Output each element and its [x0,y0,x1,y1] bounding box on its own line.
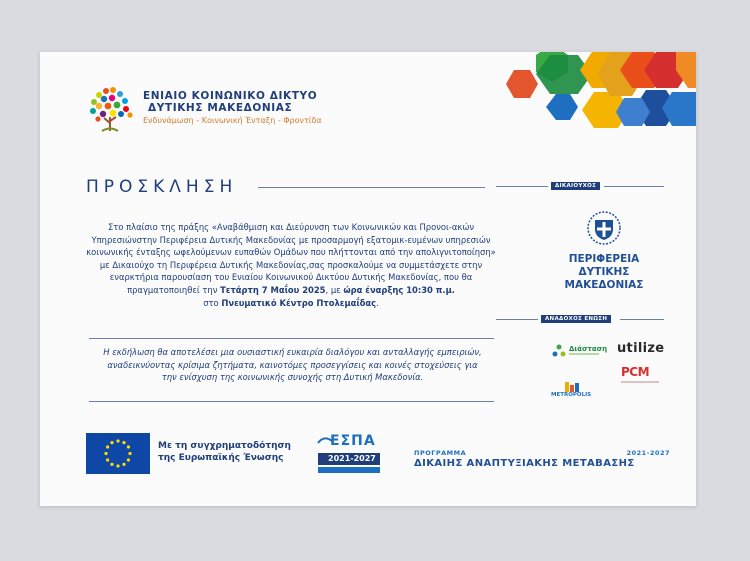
utilize-logo: utilize [617,341,665,356]
diastasi-logo-text: Διάσταση [569,345,608,353]
beneficiary-line-left [496,186,548,187]
event-description: Η εκδήλωση θα αποτελέσει μια ουσιαστική ευκαιρία διαλόγου και ανταλλαγής εμπειριών, αναδεικνύοντας κρίσιμα ζητήματα, καινοτόμες προσεγγίσεις και κοινές στοχεύσεις για την ενίσχυση της κοινωνικής συνοχής στη Δυτική Μακεδονία. [103,347,482,383]
org-tagline: Ενδυνάμωση - Κοινωνική Ένταξη - Φροντίδα [143,116,322,125]
invitation-body [85,221,497,309]
metropolis-logo-text: METROPOLIS [551,392,592,398]
organization-name [143,90,322,125]
event-date: Τετάρτη 7 Μαΐου 2025 [220,284,326,295]
metropolis-bar-3 [575,383,579,392]
metropolis-logo [551,382,593,398]
contractor-line-left [496,319,538,320]
org-name-line2: ΔΥΤΙΚΗΣ ΜΑΚΕΔΟΝΙΑΣ [148,102,293,114]
programme-label: ΠΡΟΓΡΑΜΜΑ [414,449,467,457]
region-name [559,253,649,292]
greek-emblem-icon [586,210,622,246]
beneficiary-region [559,210,649,292]
programme-name: ΔΙΚΑΙΗΣ ΑΝΑΠΤΥΞΙΑΚΗΣ ΜΕΤΑΒΑΣΗΣ [414,458,635,469]
pcm-logo: PCM [621,365,650,379]
region-name-line1: ΠΕΡΙΦΕΡΕΙΑ [568,253,640,265]
title-divider [258,187,485,188]
partner-logos [547,341,672,404]
divider-top [89,338,494,339]
event-venue: Πνευματικό Κέντρο Πτολεμαΐδας [221,297,377,308]
espa-logo [316,433,382,479]
event-time: ώρα έναρξης 10:30 π.μ. [343,284,455,295]
programme-header [414,449,670,457]
region-name-line2: ΔΥΤΙΚΗΣ [578,266,630,278]
hexagon-decoration-icon [506,52,696,132]
date-connector: , με [325,284,341,295]
eu-text-line2: της Ευρωπαϊκής Ένωσης [158,453,284,463]
invitation-card [40,52,696,506]
programme-logo [414,449,670,469]
eu-flag-icon [86,433,150,474]
diastasi-subtext [569,353,599,355]
eu-text-line1: Με τη συγχρηματοδότηση [158,441,291,451]
contractor-line-right [620,319,664,320]
venue-end: . [376,297,379,308]
page-title: ΠΡΟΣΚΛΗΣΗ [86,177,238,197]
beneficiary-badge: ΔΙΚΑΙΟΥΧΟΣ [551,182,600,190]
beneficiary-line-right [604,186,664,187]
venue-prefix: στο [203,297,219,308]
eu-cofunding-text [158,440,291,464]
espa-title: ΕΣΠΑ [330,433,376,449]
espa-years: 2021-2027 [328,454,376,463]
org-name-line1: ΕΝΙΑΙΟ ΚΟΙΝΩΝΙΚΟ ΔΙΚΤΥΟ [143,90,318,102]
divider-bottom [89,401,494,402]
metropolis-bar-1 [565,382,569,392]
diastasi-logo-icon [552,344,566,358]
contractor-badge: ΑΝΑΔΟΧΟΣ ΕΝΩΣΗ [541,315,611,323]
metropolis-bar-2 [570,385,574,392]
network-logo-icon [86,85,138,135]
region-name-line3: ΜΑΚΕΔΟΝΙΑΣ [564,279,644,291]
invitation-text: Στο πλαίσιο της πράξης «Αναβάθμιση και Διεύρυνση των Κοινωνικών και Προνοι-ακών Υπηρεσιώνστην Περιφέρεια Δυτικής Μακεδονίας με προσαρμογή εξατομικ-ευμένων υπηρεσιών κοινωνικής ένταξης ωφελούμενων ευπαθών Ομάδων που πλήττονται από την απολιγνιτοποίηση» με Δικαιούχο τη Περιφέρεια Δυτικής Μακεδονίας,σας προσκαλούμε να συμμετάσχετε στην εναρκτήρια παρουσίαση του Ενιαίου Κοινωνικού Δικτύου Δυτικής Μακεδονίας, που θα πραγματοποιηθεί την [86,222,496,295]
pcm-subtext [621,381,659,383]
programme-years: 2021-2027 [626,449,670,457]
